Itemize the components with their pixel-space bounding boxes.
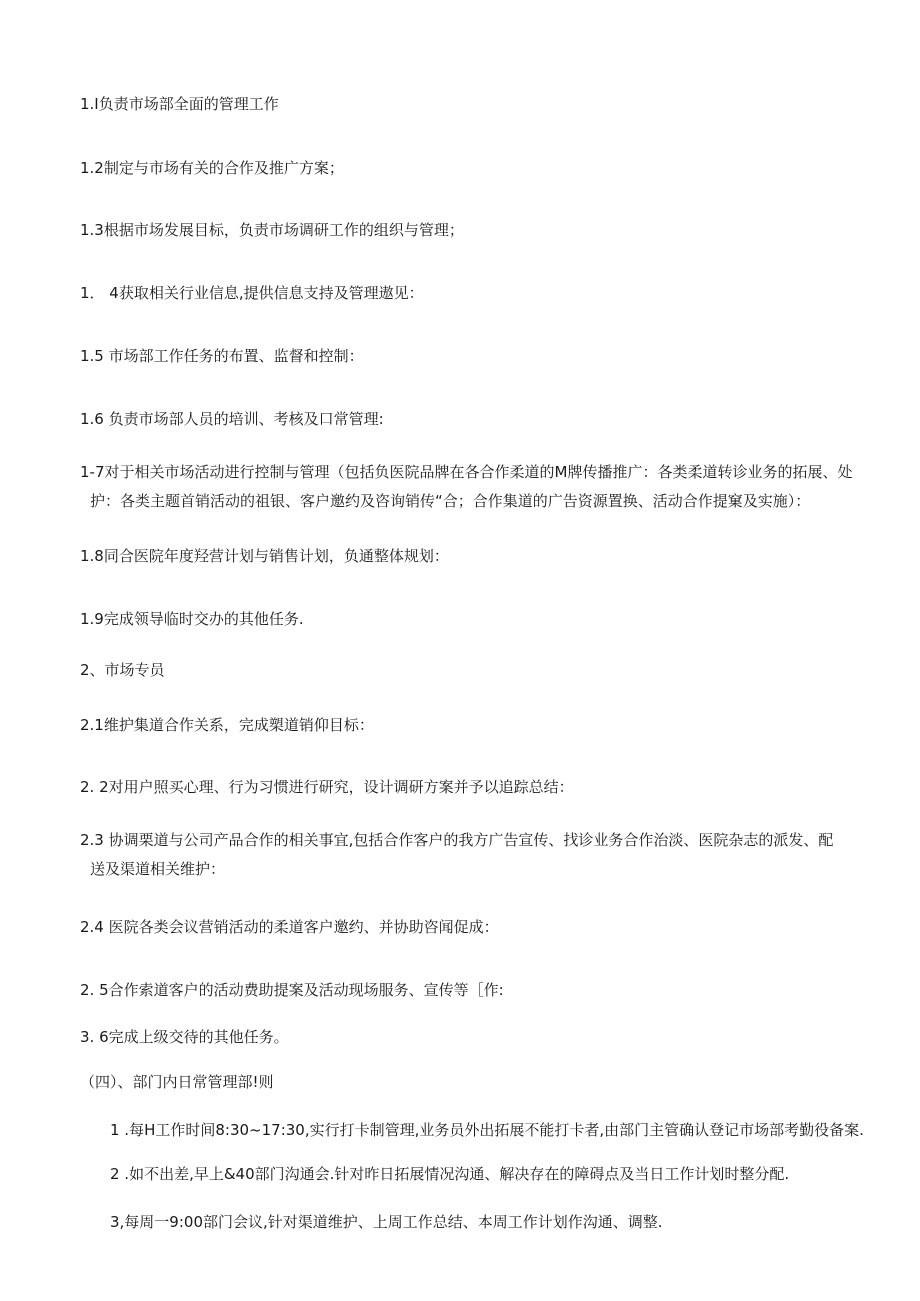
rule-3: 3,每周一9:00部门会议,针对渠道维护、上周工作总结、本周工作计划作沟通、调整. — [110, 1213, 663, 1231]
duty-2-5: 2. 5合作索道客户的活动费助提案及活动现场服务、宣传等［作: — [80, 981, 504, 999]
duty-1-5: 1.5 市场部工作任务的布置、监督和控制： — [80, 347, 364, 365]
duty-2-1: 2.1维护集道合作关系，完成槊道销仰目标： — [80, 716, 374, 734]
rule-2: 2 .如不出差,早上&40部门沟通会.针对昨日拓展情况沟通、解决存在的障碍点及当日工作计划时整分配. — [110, 1165, 790, 1183]
duty-1-7 — [80, 458, 880, 516]
duty-1-7-line-1: 1-7对于相关市场活动进行控制与管理（包括负医院品牌在各合作柔道的M牌传播推广：各类柔道转诊业务的拓展、处 — [80, 463, 853, 481]
duty-2-2: 2. 2对用户照买心理、行为习惯进行研究，设计调研方案并予以追踪总结： — [80, 778, 574, 796]
duty-1-6: 1.6 负责市场部人员的培训、考核及口常管理: — [80, 410, 384, 428]
duty-1-4: 1． 4获取相关行业信息,提供信息支持及管理遨见： — [80, 284, 424, 302]
duty-1-1: 1.I负责市场部全面的管理工作 — [80, 95, 279, 113]
duty-2-3-line-2: 送及渠道相关维护： — [90, 860, 226, 878]
duty-1-7-line-2: 护：各类主题首销活动的祖银、客户邀约及咨询销传“合；合作集道的广告资源置换、活动合作提窠及实施）： — [90, 492, 811, 510]
rule-1: 1 .每H工作时间8:30~17:30,实行打卡制管理,业务员外出拓展不能打卡者,由部门主管确认登记市场部考勤役备案. — [110, 1121, 864, 1139]
duty-1-2: 1.2制定与市场有关的合作及推广方案； — [80, 159, 344, 177]
duty-1-3: 1.3根据市场发展目标，负责市场调研工作的组织与管理； — [80, 221, 464, 239]
duty-2-3-line-1: 2.3 协调栗道与公司产品合作的相关事宜,包括合作客户的我方广告宣传、找诊业务合作治淡、医院杂志的派发、配 — [80, 831, 834, 849]
duty-1-9: 1.9完成领导临时交办的其他任务. — [80, 610, 304, 628]
section-daily-management-rules: （四）、部门内日常管理部!则 — [80, 1073, 274, 1091]
duty-2-3 — [80, 826, 880, 884]
duty-1-8: 1.8同合医院年度羟营计划与销售计划，负通整体规划： — [80, 547, 449, 565]
duty-3-6: 3. 6完成上级交待的其他任务。 — [80, 1028, 289, 1046]
section-marketing-specialist: 2、市场专员 — [80, 661, 165, 679]
duty-2-4: 2.4 医院各类会议营销活动的柔道客户邀约、并协助咨闻促成： — [80, 918, 499, 936]
